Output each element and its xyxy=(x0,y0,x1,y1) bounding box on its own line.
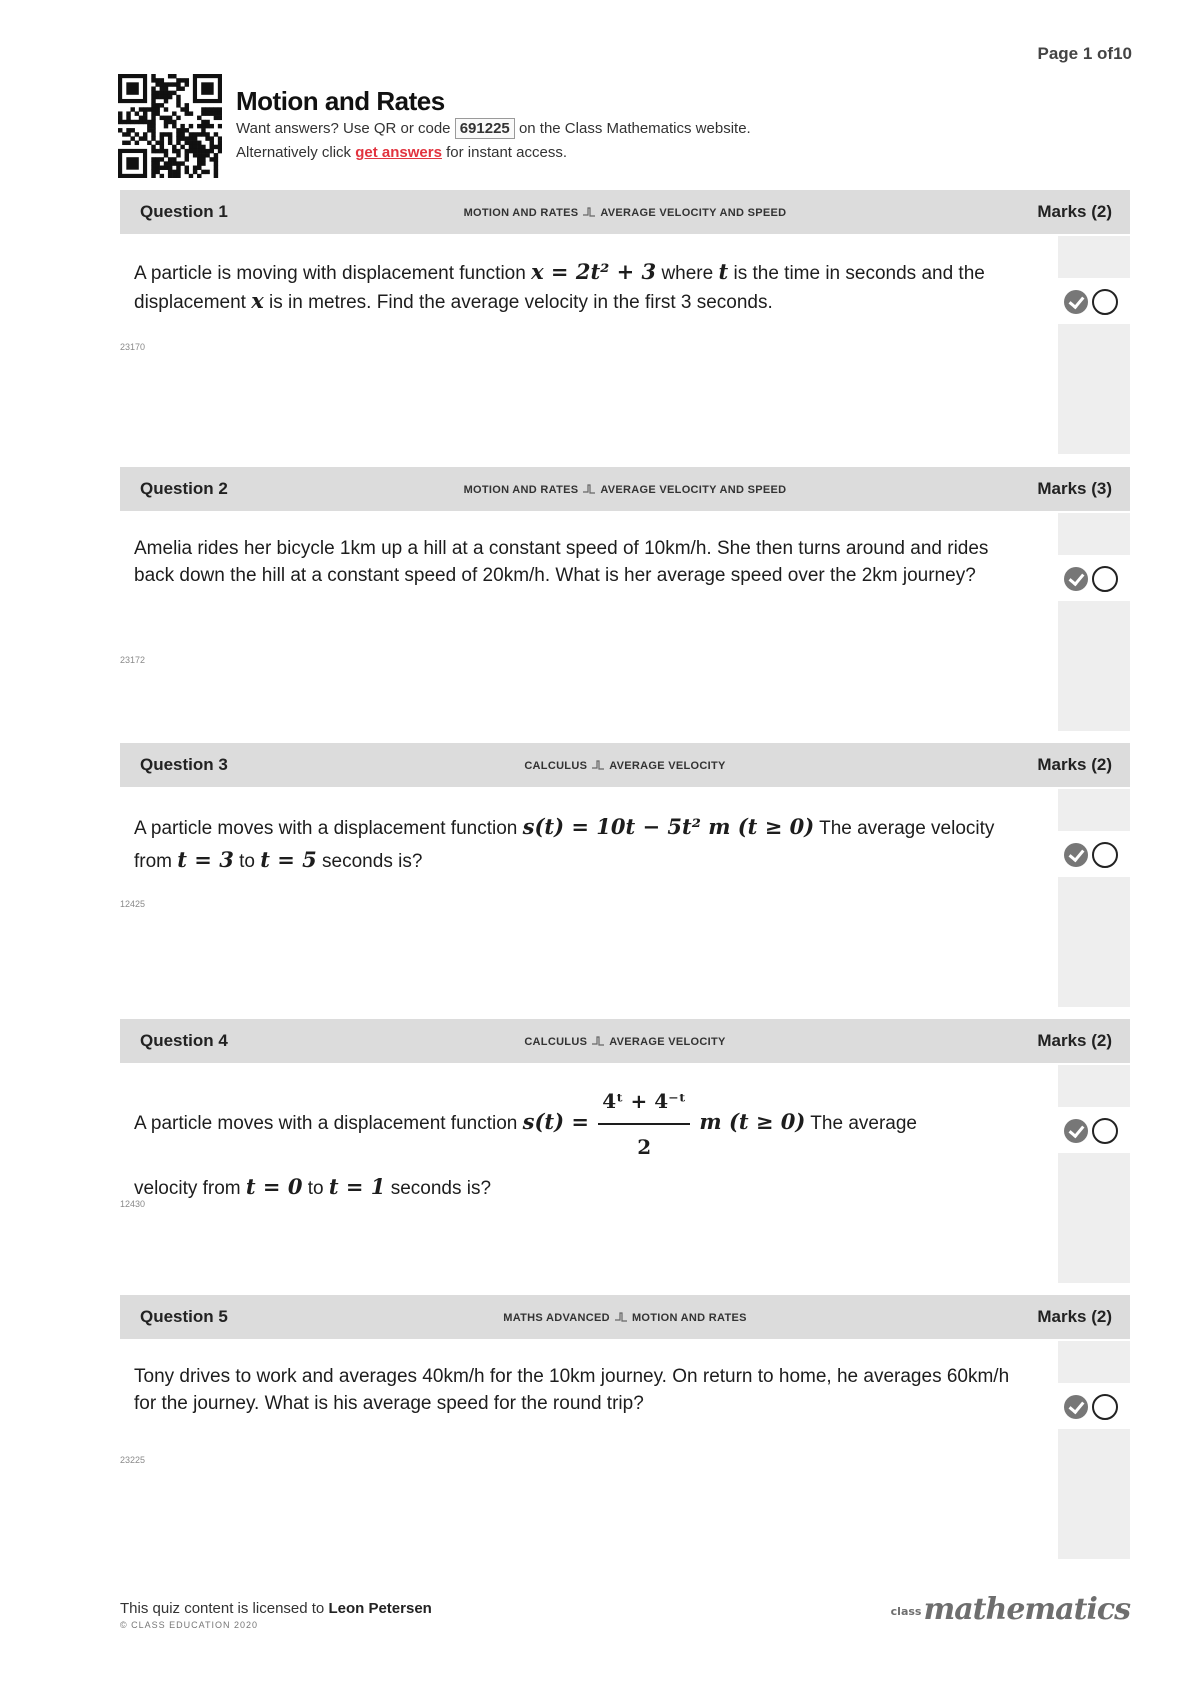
text-part: to xyxy=(307,1178,324,1199)
math-expression: s(t) = xyxy=(522,1109,589,1135)
question-topic xyxy=(120,759,1130,772)
question-id: 12425 xyxy=(120,899,146,909)
question-topic xyxy=(120,483,1130,496)
topic-secondary: AVERAGE VELOCITY xyxy=(609,760,726,772)
topic-secondary: MOTION AND RATES xyxy=(631,1312,747,1324)
question-header xyxy=(120,467,1130,511)
math-expression: t = 1 xyxy=(328,1174,386,1199)
answer-code-line xyxy=(236,118,751,139)
mark-circle-icon[interactable] xyxy=(1092,1394,1118,1420)
math-expression: m (t ≥ 0) xyxy=(699,1109,806,1135)
question-header xyxy=(120,190,1130,234)
fraction-denominator: 2 xyxy=(637,1135,652,1159)
answer-code: 691225 xyxy=(455,118,515,139)
quiz-title: Motion and Rates xyxy=(236,86,445,116)
marking-panel xyxy=(1058,236,1130,454)
question-text: Amelia rides her bicycle 1km up a hill at a constant speed of 10km/h. She then turns around and rides back down the hill at a constant speed of 20km/h. What is her average speed over the 2km journey? xyxy=(134,538,989,586)
class-mathematics-logo xyxy=(891,1592,1130,1627)
question-1 xyxy=(120,190,1130,454)
question-label: Question 4 xyxy=(140,1031,228,1050)
topic-separator-icon xyxy=(582,206,596,218)
marking-panel xyxy=(1058,1065,1130,1283)
question-4 xyxy=(120,1019,1130,1283)
fraction-numerator: 4ᵗ + 4⁻ᵗ xyxy=(598,1081,690,1125)
logo-small-text: class xyxy=(890,1604,922,1618)
mark-circle-icon[interactable] xyxy=(1092,1118,1118,1144)
quiz-header xyxy=(118,74,1130,179)
topic-primary: MATHS ADVANCED xyxy=(503,1312,610,1324)
text-part: seconds is? xyxy=(322,851,423,872)
answer-code-text: Want answers? Use QR or code xyxy=(236,120,451,137)
topic-separator-icon xyxy=(591,1035,605,1047)
get-answers-link[interactable]: get answers xyxy=(355,144,442,161)
topic-separator-icon xyxy=(582,483,596,495)
correct-check-icon[interactable] xyxy=(1064,1395,1088,1419)
answer-code-text-end: on the Class Mathematics website. xyxy=(518,120,751,137)
question-marks: Marks (2) xyxy=(1037,1307,1112,1326)
text-part: velocity from xyxy=(134,1178,241,1199)
math-fraction xyxy=(598,1081,690,1167)
question-header xyxy=(120,1295,1130,1339)
page-number: Page 1 of10 xyxy=(1037,44,1132,63)
correct-check-icon[interactable] xyxy=(1064,567,1088,591)
math-expression: s(t) = 10t − 5t² m (t ≥ 0) xyxy=(522,814,815,839)
correct-check-icon[interactable] xyxy=(1064,1119,1088,1143)
question-topic xyxy=(120,206,1130,219)
licensee-name: Leon Petersen xyxy=(328,1600,432,1617)
question-text xyxy=(134,811,1014,877)
text-part: is in metres. Find the average velocity in the first 3 seconds. xyxy=(269,292,773,313)
question-topic xyxy=(120,1035,1130,1048)
page-footer xyxy=(120,1592,1130,1630)
topic-primary: CALCULUS xyxy=(524,760,588,772)
math-expression: t xyxy=(718,259,729,284)
mark-circle-icon[interactable] xyxy=(1092,566,1118,592)
marking-panel xyxy=(1058,1341,1130,1559)
question-id: 23172 xyxy=(120,655,146,665)
math-expression: t = 3 xyxy=(177,847,234,872)
topic-separator-icon xyxy=(591,759,605,771)
math-expression: x xyxy=(251,288,264,313)
license-text: This quiz content is licensed to xyxy=(120,1600,325,1617)
question-3 xyxy=(120,743,1130,1007)
topic-primary: CALCULUS xyxy=(524,1036,588,1048)
topic-secondary: AVERAGE VELOCITY AND SPEED xyxy=(600,207,787,219)
text-part: seconds is? xyxy=(390,1178,492,1199)
question-marks: Marks (2) xyxy=(1037,202,1112,221)
question-topic xyxy=(120,1311,1130,1324)
question-text xyxy=(134,258,1014,316)
mark-circle-icon[interactable] xyxy=(1092,842,1118,868)
text-part: to xyxy=(239,851,255,872)
marking-panel xyxy=(1058,789,1130,1007)
correct-check-icon[interactable] xyxy=(1064,290,1088,314)
text-part: The average velocity from xyxy=(134,818,995,872)
correct-check-icon[interactable] xyxy=(1064,843,1088,867)
question-marks: Marks (2) xyxy=(1037,755,1112,774)
text-part: where xyxy=(661,263,714,284)
marking-panel xyxy=(1058,513,1130,731)
question-2 xyxy=(120,467,1130,731)
question-marks: Marks (2) xyxy=(1037,1031,1112,1050)
math-expression: t = 5 xyxy=(260,847,317,872)
question-header xyxy=(120,743,1130,787)
question-header xyxy=(120,1019,1130,1063)
topic-separator-icon xyxy=(614,1311,628,1323)
question-marks: Marks (3) xyxy=(1037,479,1112,498)
topic-secondary: AVERAGE VELOCITY xyxy=(609,1036,726,1048)
math-expression: x = 2t² + 3 xyxy=(531,259,657,284)
topic-primary: MOTION AND RATES xyxy=(463,484,579,496)
qr-code[interactable] xyxy=(118,74,222,178)
get-answers-text: Alternatively click xyxy=(236,144,352,161)
math-expression: t = 0 xyxy=(245,1174,303,1199)
question-id: 23225 xyxy=(120,1455,146,1465)
get-answers-text-end: for instant access. xyxy=(446,144,567,161)
question-id: 23170 xyxy=(120,342,146,352)
question-id: 12430 xyxy=(120,1199,146,1209)
question-label: Question 2 xyxy=(140,479,228,498)
topic-primary: MOTION AND RATES xyxy=(463,207,579,219)
text-part: A particle moves with a displacement function xyxy=(134,1113,518,1135)
copyright: © CLASS EDUCATION 2020 xyxy=(120,1620,259,1630)
question-label: Question 1 xyxy=(140,202,228,221)
question-label: Question 5 xyxy=(140,1307,228,1326)
question-label: Question 3 xyxy=(140,755,228,774)
text-part: The average xyxy=(810,1113,917,1135)
question-5 xyxy=(120,1295,1130,1559)
text-part: is the time in seconds and the displacement xyxy=(134,263,985,313)
text-part: A particle moves with a displacement function xyxy=(134,818,518,839)
text-part: A particle is moving with displacement function xyxy=(134,263,526,284)
logo-main-text: mathematics xyxy=(923,1592,1130,1627)
question-text xyxy=(134,1081,1014,1209)
mark-circle-icon[interactable] xyxy=(1092,289,1118,315)
question-text: Tony drives to work and averages 40km/h for the 10km journey. On return to home, he averages 60km/h for the journey. What is his average speed for the round trip? xyxy=(134,1366,1010,1414)
get-answers-line xyxy=(236,144,567,161)
topic-secondary: AVERAGE VELOCITY AND SPEED xyxy=(600,484,787,496)
